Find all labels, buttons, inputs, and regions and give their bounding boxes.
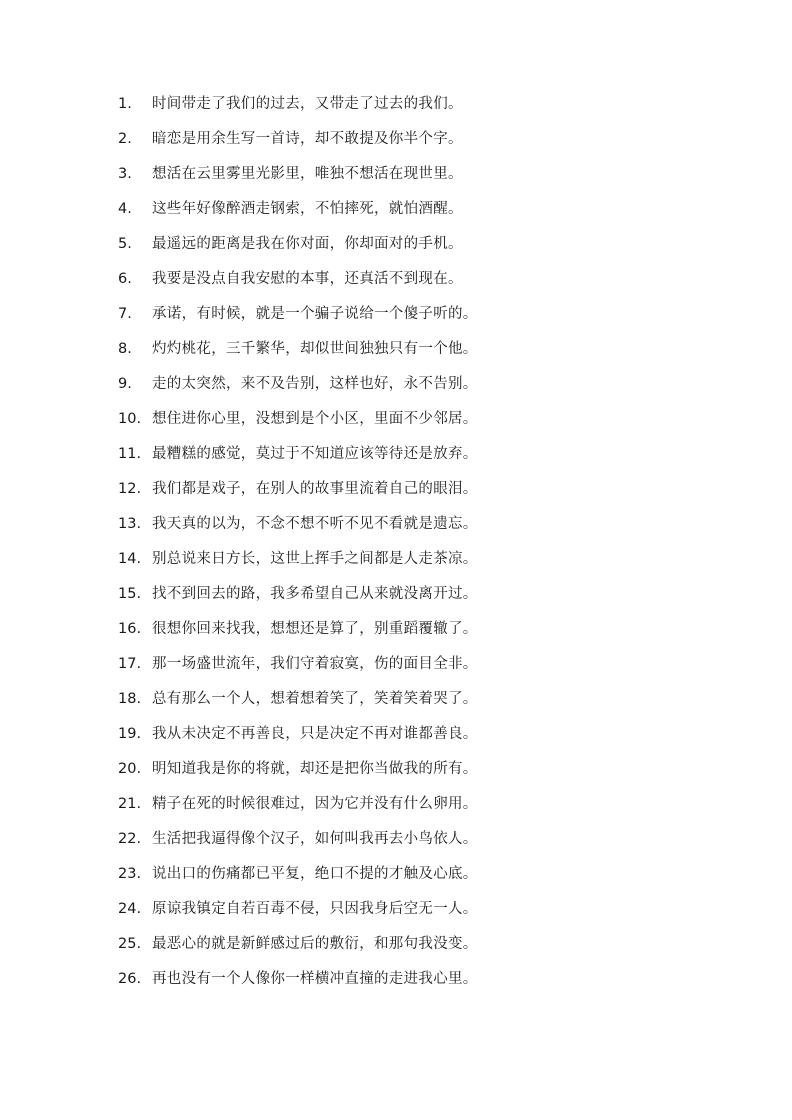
item-number: 16. (118, 621, 142, 637)
item-text: 我天真的以为，不念不想不听不见不看就是遗忘。 (152, 516, 478, 532)
item-number: 12. (118, 481, 142, 497)
item-text: 很想你回来找我，想想还是算了，别重蹈覆辙了。 (152, 621, 478, 637)
list-item (0, 437, 792, 472)
item-text: 暗恋是用余生写一首诗，却不敢提及你半个字。 (152, 131, 463, 147)
item-number: 23. (118, 866, 142, 882)
item-text: 原谅我镇定自若百毒不侵，只因我身后空无一人。 (152, 901, 478, 917)
list-item (0, 192, 792, 227)
list-item (0, 227, 792, 262)
item-text: 我要是没点自我安慰的本事，还真活不到现在。 (152, 271, 463, 287)
item-text: 最糟糕的感觉，莫过于不知道应该等待还是放弃。 (152, 446, 478, 462)
list-item (0, 857, 792, 892)
item-number: 22. (118, 831, 142, 847)
item-number: 11. (118, 446, 142, 462)
list-item (0, 647, 792, 682)
list-item (0, 577, 792, 612)
list-item (0, 122, 792, 157)
item-number: 1. (118, 96, 132, 112)
item-text: 说出口的伤痛都已平复，绝口不提的才触及心底。 (152, 866, 478, 882)
list-item (0, 822, 792, 857)
item-number: 2. (118, 131, 132, 147)
list-item (0, 87, 792, 122)
list-item (0, 262, 792, 297)
item-text: 想住进你心里，没想到是个小区，里面不少邻居。 (152, 411, 478, 427)
item-text: 那一场盛世流年，我们守着寂寞，伤的面目全非。 (152, 656, 478, 672)
item-text: 我从未决定不再善良，只是决定不再对谁都善良。 (152, 726, 478, 742)
item-number: 14. (118, 551, 142, 567)
item-number: 17. (118, 656, 142, 672)
list-item (0, 787, 792, 822)
list-item (0, 612, 792, 647)
item-text: 时间带走了我们的过去，又带走了过去的我们。 (152, 96, 463, 112)
item-number: 25. (118, 936, 142, 952)
item-number: 24. (118, 901, 142, 917)
item-text: 想活在云里雾里光影里，唯独不想活在现世里。 (152, 166, 463, 182)
item-number: 8. (118, 341, 132, 357)
list-item (0, 682, 792, 717)
list-item (0, 297, 792, 332)
item-text: 我们都是戏子，在别人的故事里流着自己的眼泪。 (152, 481, 478, 497)
item-number: 7. (118, 306, 132, 322)
item-number: 9. (118, 376, 132, 392)
item-number: 15. (118, 586, 142, 602)
list-item (0, 367, 792, 402)
item-text: 找不到回去的路，我多希望自己从来就没离开过。 (152, 586, 478, 602)
item-number: 4. (118, 201, 132, 217)
item-number: 18. (118, 691, 142, 707)
list-item (0, 962, 792, 997)
item-text: 灼灼桃花，三千繁华，却似世间独独只有一个他。 (152, 341, 478, 357)
item-text: 总有那么一个人，想着想着笑了，笑着笑着哭了。 (152, 691, 478, 707)
item-number: 19. (118, 726, 142, 742)
item-text: 精子在死的时候很难过，因为它并没有什么卵用。 (152, 796, 478, 812)
list-item (0, 717, 792, 752)
item-text: 再也没有一个人像你一样横冲直撞的走进我心里。 (152, 971, 478, 987)
list-item (0, 472, 792, 507)
item-text: 这些年好像醉酒走钢索，不怕摔死，就怕酒醒。 (152, 201, 463, 217)
quote-list (0, 87, 792, 997)
item-text: 明知道我是你的将就，却还是把你当做我的所有。 (152, 761, 478, 777)
list-item (0, 402, 792, 437)
list-item (0, 752, 792, 787)
item-text: 别总说来日方长，这世上挥手之间都是人走茶凉。 (152, 551, 478, 567)
item-number: 10. (118, 411, 142, 427)
list-item (0, 157, 792, 192)
item-text: 最恶心的就是新鲜感过后的敷衍，和那句我没变。 (152, 936, 478, 952)
list-item (0, 332, 792, 367)
item-text: 走的太突然，来不及告别，这样也好，永不告别。 (152, 376, 478, 392)
item-number: 21. (118, 796, 142, 812)
item-number: 13. (118, 516, 142, 532)
list-item (0, 507, 792, 542)
item-number: 3. (118, 166, 132, 182)
item-number: 5. (118, 236, 132, 252)
item-text: 承诺，有时候，就是一个骗子说给一个傻子听的。 (152, 306, 478, 322)
list-item (0, 542, 792, 577)
item-number: 26. (118, 971, 142, 987)
item-number: 6. (118, 271, 132, 287)
list-item (0, 927, 792, 962)
item-text: 生活把我逼得像个汉子，如何叫我再去小鸟依人。 (152, 831, 478, 847)
item-number: 20. (118, 761, 142, 777)
list-item (0, 892, 792, 927)
item-text: 最遥远的距离是我在你对面，你却面对的手机。 (152, 236, 463, 252)
